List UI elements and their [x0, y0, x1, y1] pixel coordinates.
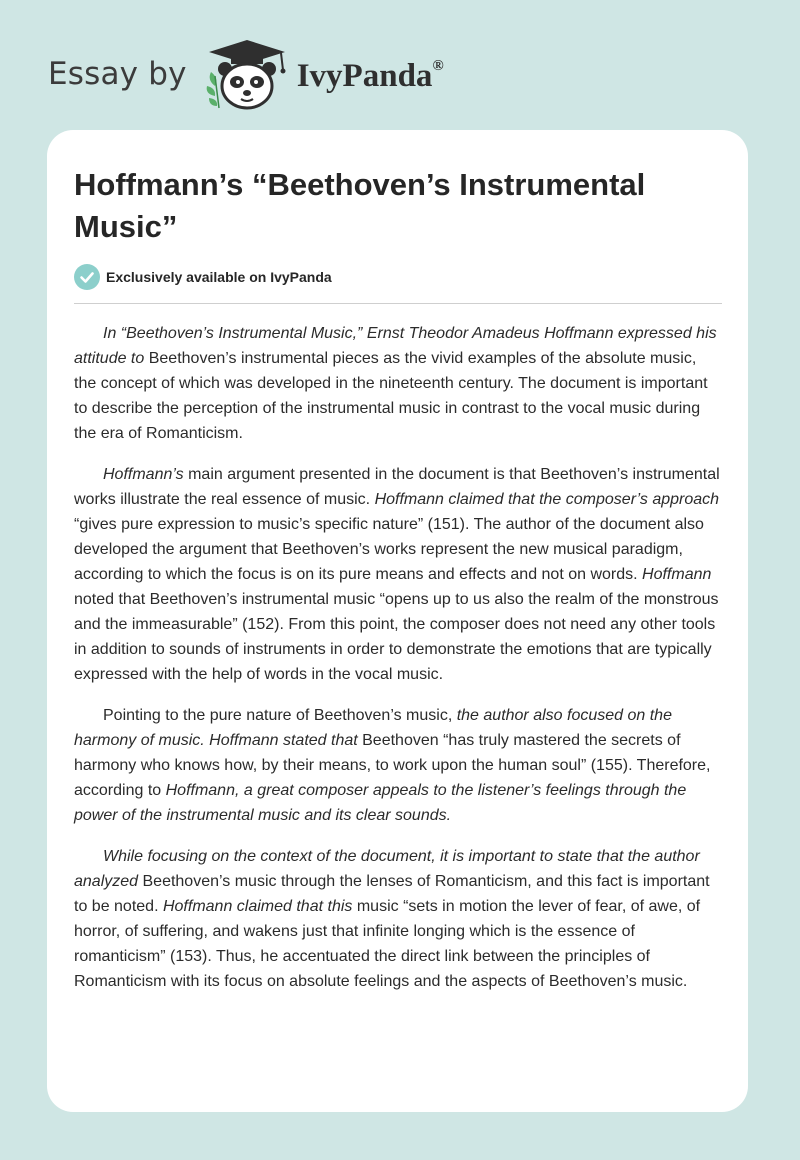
brand-name: IvyPanda® [296, 57, 444, 94]
italic-text-run: While focusing on the context of the document, it is important to state that the author analyzed [74, 848, 700, 890]
text-run: noted that Beethoven’s instrumental music “opens up to us also the realm of the monstrous and the immeasurable” (152). From this point, the composer does not need any other tools in addition to sounds of instruments in order to demonstrate the emotions that are typically expressed with the help of words in the vocal music. [74, 591, 719, 683]
italic-text-run: Hoffmann claimed that this [162, 898, 353, 915]
italic-text-run: the author also focused on the harmony of music. Hoffmann stated that [74, 707, 672, 749]
check-circle-icon [74, 264, 100, 290]
panda-graduate-icon [201, 36, 293, 112]
essay-by-label: Essay by [48, 56, 187, 92]
text-run: main argument presented in the document is that Beethoven’s instrumental works illustrate the real essence of music. [74, 466, 720, 508]
italic-text-run: In “Beethoven’s Instrumental Music,” Ernst Theodor Amadeus Hoffmann expressed his attitude to [74, 325, 717, 367]
essay-paragraph [74, 703, 722, 828]
italic-text-run: Hoffmann’s [103, 466, 184, 483]
text-run: “gives pure expression to music’s specific nature” (151). The author of the document also developed the argument that Beethoven’s works represent the new musical paradigm, according to which the focus is on its pure means and effects and not on words. [74, 516, 704, 583]
text-run: Beethoven “has truly mastered the secrets of harmony who knows how, by their means, to work upon the human soul” (155). Therefore, according to [74, 732, 711, 799]
italic-text-run: Hoffmann [642, 566, 712, 583]
exclusive-label: Exclusively available on IvyPanda [106, 269, 332, 285]
essay-card [47, 130, 748, 1112]
text-run: Beethoven’s instrumental pieces as the vivid examples of the absolute music, the concept of which was developed in the nineteenth century. The document is important to describe the perception of the instrumental music in contrast to the vocal music during the era of Romanticism. [74, 350, 708, 442]
essay-body [74, 321, 722, 1010]
essay-paragraph [74, 321, 722, 446]
essay-paragraph [74, 462, 722, 687]
title-divider [74, 303, 722, 304]
text-run: Pointing to the pure nature of Beethoven’s music, [103, 707, 457, 724]
text-run: Beethoven’s music through the lenses of Romanticism, and this fact is important to be noted. [74, 873, 710, 915]
italic-text-run: Hoffmann claimed that the composer’s approach [374, 491, 720, 508]
italic-text-run: Hoffmann, a great composer appeals to the listener’s feelings through the power of the instrumental music and its clear sounds. [74, 782, 687, 824]
text-run: music “sets in motion the lever of fear, of awe, of horror, of suffering, and wakens just that infinite longing which is the essence of romanticism” (153). Thus, he accentuated the direct link between the principles of Romanticism with its focus on absolute feelings and the aspects of Beethoven’s music. [74, 898, 701, 990]
brand-header[interactable] [48, 36, 444, 112]
exclusive-badge [74, 264, 332, 290]
registered-mark: ® [432, 57, 444, 74]
essay-paragraph [74, 844, 722, 994]
essay-title: Hoffmann’s “Beethoven’s Instrumental Music” [74, 167, 646, 244]
